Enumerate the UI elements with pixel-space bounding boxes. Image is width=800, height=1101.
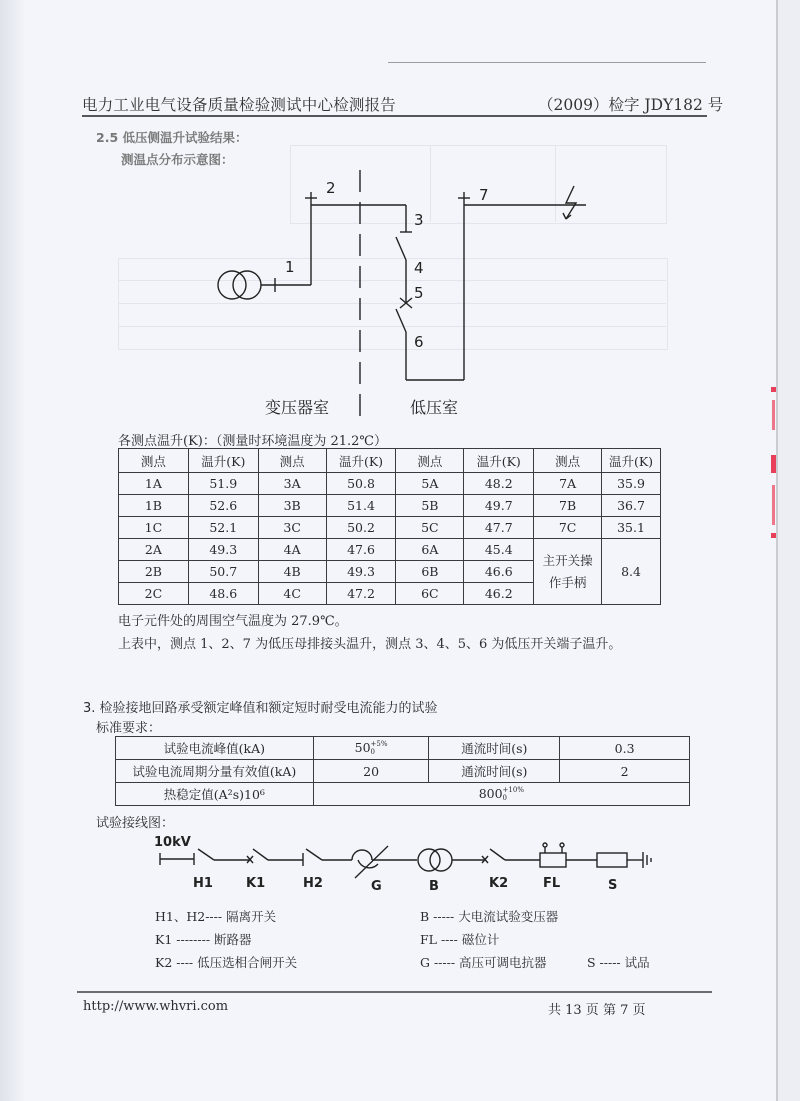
cell: 2C bbox=[119, 583, 189, 605]
cell: 1B bbox=[119, 495, 189, 517]
handle-value-cell: 8.4 bbox=[602, 539, 661, 605]
cell: 49.3 bbox=[188, 539, 258, 561]
legend-item-s: S ----- 试品 bbox=[587, 955, 650, 970]
handle-label-line2: 作手柄 bbox=[548, 574, 587, 590]
cell: 52.1 bbox=[188, 517, 258, 539]
col-header: 测点 bbox=[119, 449, 189, 473]
point-label-6: 6 bbox=[414, 333, 424, 351]
point-label-4: 4 bbox=[414, 259, 424, 277]
cell: 2B bbox=[119, 561, 189, 583]
room-label-transformer: 变压器室 bbox=[265, 398, 330, 417]
ambient-air-note: 电子元件处的周围空气温度为 27.9℃。 bbox=[118, 614, 348, 629]
cell: 4A bbox=[258, 539, 326, 561]
legend-item-k1: K1 -------- 断路器 bbox=[155, 932, 252, 947]
point-label-3: 3 bbox=[414, 211, 424, 229]
cell: 52.6 bbox=[188, 495, 258, 517]
cell: 49.3 bbox=[326, 561, 396, 583]
standard-requirements-label: 标准要求： bbox=[96, 721, 162, 736]
table-row bbox=[116, 783, 690, 806]
component-label-h1: H1 bbox=[193, 876, 213, 891]
col-header: 温升(K) bbox=[188, 449, 258, 473]
cell: 49.7 bbox=[464, 495, 534, 517]
component-label-k2: K2 bbox=[489, 876, 509, 891]
bleed-through-line bbox=[118, 280, 666, 281]
cell: 3B bbox=[258, 495, 326, 517]
flow-time-value: 0.3 bbox=[560, 737, 690, 760]
legend-item-g: G ----- 高压可调电抗器 bbox=[420, 955, 547, 970]
thermal-stability-value bbox=[313, 783, 689, 806]
cell: 50.7 bbox=[188, 561, 258, 583]
source-voltage-label: 10kV bbox=[154, 835, 191, 850]
legend-item-k2: K2 ---- 低压选相合闸开关 bbox=[155, 955, 298, 970]
legend-item-fl: FL ---- 磁位计 bbox=[420, 932, 500, 947]
section-3-title: 3. 检验接地回路承受额定峰值和额定短时耐受电流能力的试验 bbox=[83, 701, 438, 716]
flow-time-value: 2 bbox=[560, 760, 690, 783]
value-base: 50 bbox=[354, 739, 371, 755]
report-code: （2009）检字 JDY182 号 bbox=[538, 96, 724, 114]
temperature-rise-table bbox=[118, 448, 661, 605]
bleed-through-table bbox=[290, 145, 667, 224]
cell: 6A bbox=[396, 539, 464, 561]
cell: 35.9 bbox=[602, 473, 661, 495]
legend-item-h1-h2: H1、H2---- 隔离开关 bbox=[155, 909, 277, 924]
component-label-s: S bbox=[608, 878, 618, 893]
table-row bbox=[116, 760, 690, 783]
footer-url: http://www.whvri.com bbox=[83, 999, 229, 1014]
footer-rule bbox=[77, 991, 712, 993]
col-header: 测点 bbox=[396, 449, 464, 473]
cell: 35.1 bbox=[602, 517, 661, 539]
short-time-current-table bbox=[115, 736, 690, 806]
page-right-strip bbox=[778, 0, 800, 1101]
cell: 50.2 bbox=[326, 517, 396, 539]
component-label-b: B bbox=[429, 879, 439, 894]
page-left-shadow bbox=[0, 0, 26, 1101]
tolerance-upper: +10% bbox=[502, 786, 524, 795]
cell: 7C bbox=[534, 517, 602, 539]
cell: 46.6 bbox=[464, 561, 534, 583]
handle-label-line1: 主开关操 bbox=[542, 552, 593, 568]
bleed-through-line bbox=[118, 326, 666, 327]
red-stamp-mark bbox=[771, 455, 776, 473]
col-header: 测点 bbox=[258, 449, 326, 473]
cell: 50.8 bbox=[326, 473, 396, 495]
footer-page-info: 共 13 页 第 7 页 bbox=[548, 1003, 646, 1018]
cell: 5A bbox=[396, 473, 464, 495]
cell: 4C bbox=[258, 583, 326, 605]
component-label-h2: H2 bbox=[303, 876, 323, 891]
cell: 6C bbox=[396, 583, 464, 605]
cell: 4B bbox=[258, 561, 326, 583]
room-label-low-voltage: 低压室 bbox=[410, 398, 459, 417]
component-label-g: G bbox=[371, 879, 382, 894]
table-row bbox=[119, 495, 661, 517]
bleed-through-table bbox=[118, 258, 668, 350]
cell: 5C bbox=[396, 517, 464, 539]
handle-label-cell bbox=[534, 539, 602, 605]
value-base: 800 bbox=[478, 785, 503, 801]
cell: 3A bbox=[258, 473, 326, 495]
flow-time-label: 通流时间(s) bbox=[429, 737, 560, 760]
cell: 48.2 bbox=[464, 473, 534, 495]
point-label-7: 7 bbox=[479, 186, 489, 204]
peak-current-label: 试验电流峰值(kA) bbox=[116, 737, 314, 760]
tolerance-lower: 0 bbox=[502, 794, 508, 803]
cell: 2A bbox=[119, 539, 189, 561]
tolerance-lower: 0 bbox=[370, 748, 375, 757]
cell: 45.4 bbox=[464, 539, 534, 561]
component-label-k1: K1 bbox=[246, 876, 266, 891]
point-label-1: 1 bbox=[285, 258, 295, 276]
red-stamp-mark bbox=[771, 387, 776, 392]
component-label-fl: FL bbox=[543, 876, 561, 891]
cell: 47.2 bbox=[326, 583, 396, 605]
col-header: 温升(K) bbox=[326, 449, 396, 473]
header-rule bbox=[82, 115, 707, 117]
col-header: 温升(K) bbox=[602, 449, 661, 473]
table-row bbox=[119, 539, 661, 561]
red-stamp-mark bbox=[772, 400, 775, 430]
cell: 1A bbox=[119, 473, 189, 495]
rms-current-label: 试验电流周期分量有效值(kA) bbox=[116, 760, 314, 783]
temp-table-caption: 各测点温升(K)：（测量时环境温度为 21.2℃） bbox=[118, 434, 387, 449]
red-stamp-mark bbox=[771, 533, 776, 538]
bleed-through-line bbox=[430, 145, 431, 222]
table-row bbox=[119, 473, 661, 495]
report-org-title: 电力工业电气设备质量检验测试中心检测报告 bbox=[82, 96, 397, 114]
wiring-diagram-label: 试验接线图： bbox=[96, 816, 175, 831]
tolerance-upper: +5% bbox=[370, 740, 388, 749]
col-header: 测点 bbox=[534, 449, 602, 473]
cell: 5B bbox=[396, 495, 464, 517]
cell: 51.4 bbox=[326, 495, 396, 517]
section-2-5-title: 2.5 低压侧温升试验结果： bbox=[96, 130, 248, 145]
diagram-caption: 测温点分布示意图： bbox=[121, 152, 234, 167]
table-row bbox=[119, 517, 661, 539]
col-header: 温升(K) bbox=[464, 449, 534, 473]
measure-point-note: 上表中，测点 1、2、7 为低压母排接头温升，测点 3、4、5、6 为低压开关端子温升。 bbox=[118, 637, 622, 652]
cell: 3C bbox=[258, 517, 326, 539]
bleed-through-line bbox=[118, 303, 666, 304]
cell: 36.7 bbox=[602, 495, 661, 517]
flow-time-label: 通流时间(s) bbox=[429, 760, 560, 783]
point-label-5: 5 bbox=[414, 284, 424, 302]
rms-current-value: 20 bbox=[313, 760, 429, 783]
point-label-2: 2 bbox=[326, 179, 336, 197]
top-rule bbox=[388, 62, 706, 63]
table-row bbox=[116, 737, 690, 760]
cell: 48.6 bbox=[188, 583, 258, 605]
red-stamp-mark bbox=[772, 485, 775, 525]
cell: 47.6 bbox=[326, 539, 396, 561]
thermal-stability-label: 热稳定值(A²s)10⁶ bbox=[116, 783, 314, 806]
peak-current-value bbox=[313, 737, 429, 760]
cell: 47.7 bbox=[464, 517, 534, 539]
cell: 1C bbox=[119, 517, 189, 539]
legend-item-b: B ----- 大电流试验变压器 bbox=[420, 909, 559, 924]
cell: 51.9 bbox=[188, 473, 258, 495]
cell: 46.2 bbox=[464, 583, 534, 605]
cell: 7A bbox=[534, 473, 602, 495]
bleed-through-line bbox=[555, 145, 556, 222]
cell: 6B bbox=[396, 561, 464, 583]
cell: 7B bbox=[534, 495, 602, 517]
table-header-row bbox=[119, 449, 661, 473]
